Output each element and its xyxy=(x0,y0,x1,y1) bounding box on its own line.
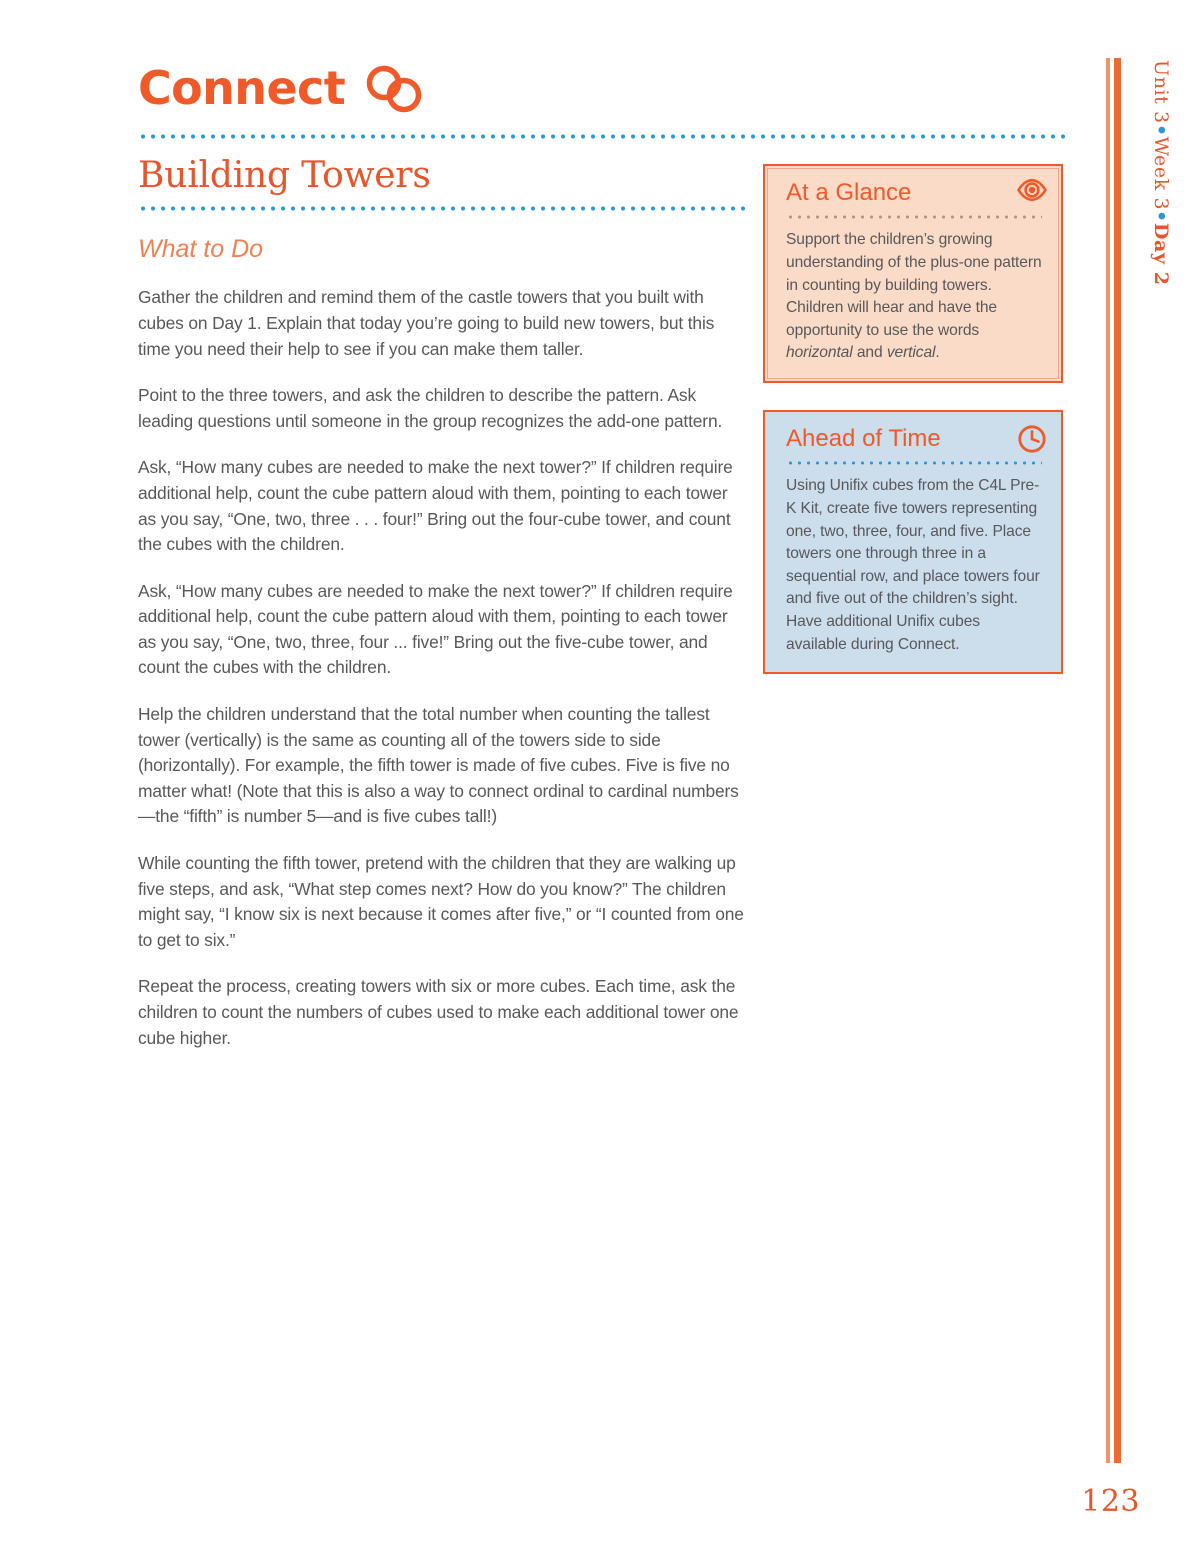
clock-icon xyxy=(1017,424,1047,459)
eye-icon xyxy=(1017,178,1047,207)
section-title: Connect xyxy=(138,61,346,115)
body-paragraph: Ask, “How many cubes are needed to make the next tower?” If children require additional help, count the cube pattern aloud with them, pointing to each tower as you say, “One, two, three . . . four!” Bring out the four-cube tower, and count the cubes with the children. xyxy=(138,457,733,555)
edge-tab-unit: Unit 3 xyxy=(1150,60,1172,124)
callout-at-a-glance xyxy=(763,164,1063,383)
interlocking-rings-icon xyxy=(363,65,425,118)
edge-tab-day: Day 2 xyxy=(1150,222,1172,286)
body-paragraph: Help the children understand that the total number when counting the tallest tower (vertically) is the same as counting all of the towers side to side (horizontally). For example, the fifth tower is made of five cubes. Five is five no matter what! (Note that this is also a way to connect ordinal to cardinal numbers—the “fifth” is number 5—and is five cubes tall!) xyxy=(138,704,739,827)
edge-tab-separator: • xyxy=(1150,123,1172,137)
callout-body: Using Unifix cubes from the C4L Pre-K Kit, create five towers representing one, two, three, four, and five. Place towers one through three in a sequential row, and place towers four and five out of the children’s sight. Have additional Unifix cubes available during Connect. xyxy=(786,477,1040,653)
callout-text-run: . xyxy=(935,344,940,362)
body-paragraph: Gather the children and remind them of the castle towers that you built with cubes on Day 1. Explain that today you’re going to build new towers, but this time you need their help to see if you can make them taller. xyxy=(138,287,715,359)
callout-ahead-of-time xyxy=(763,410,1063,674)
edge-bar-thin xyxy=(1106,58,1110,1463)
edge-bar-thick xyxy=(1114,58,1121,1463)
body-paragraph: Repeat the process, creating towers with six or more cubes. Each time, ask the children to count the numbers of cubes used to make each additional tower one cube higher. xyxy=(138,976,739,1048)
callout-divider xyxy=(786,461,1042,465)
edge-tab-separator: • xyxy=(1150,210,1172,223)
sidebar-callouts xyxy=(763,164,1063,701)
section-header xyxy=(138,52,1068,124)
body-paragraph: Point to the three towers, and ask the children to describe the pattern. Ask leading questions until someone in the group recognizes the add-one pattern. xyxy=(138,385,723,431)
callout-divider xyxy=(786,215,1042,219)
callout-body xyxy=(786,229,1042,365)
body-paragraph: Ask, “How many cubes are needed to make the next tower?” If children require additional help, count the cube pattern aloud with them, pointing to each tower as you say, “One, two, three, four ... five!” Bring out the five-cube tower, and count the cubes with the children. xyxy=(138,580,733,678)
edge-tab-label xyxy=(1150,60,1172,286)
body-text-column xyxy=(138,285,748,1051)
callout-title: Ahead of Time xyxy=(786,424,941,452)
callout-italic-term: vertical xyxy=(886,344,936,362)
what-to-do-heading: What to Do xyxy=(138,234,264,263)
callout-text-run: and xyxy=(852,344,887,362)
callout-text-run: Support the children’s growing understanding of the plus-one pattern in counting by building towers. Children will hear and have the opportunity to use the words xyxy=(786,231,1042,339)
callout-title: At a Glance xyxy=(786,179,912,206)
edge-tab-week: Week 3 xyxy=(1150,136,1172,211)
header-divider-top xyxy=(138,134,1068,139)
callout-italic-term: horizontal xyxy=(786,344,853,362)
edge-rule-bars xyxy=(1106,58,1124,1463)
lesson-title: Building Towers xyxy=(138,155,431,196)
page-number: 123 xyxy=(1081,1484,1140,1519)
body-paragraph: While counting the fifth tower, pretend with the children that they are walking up five steps, and ask, “What step comes next? How do you know?” The children might say, “I know six is next because it comes after five,” or “I counted from one to get to six.” xyxy=(138,853,744,950)
header-divider-bottom xyxy=(138,206,750,211)
